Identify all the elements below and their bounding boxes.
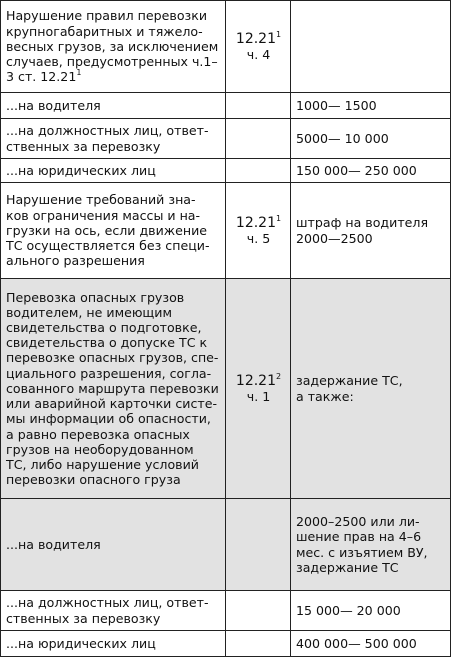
violation-cell: ...на водителя [1, 93, 226, 119]
article-number: 12.21 [235, 214, 276, 231]
article-cell [226, 119, 291, 159]
violation-cell [1, 1, 226, 93]
table-row [1, 279, 451, 499]
article-part: ч. 1 [246, 389, 271, 404]
violation-text: Нарушение правил перевозки крупногабаритных и тяжело-весных грузов, за исключением случаев, предусмотренных ч.1–3 ст. 12.21 [6, 8, 219, 85]
violation-cell: ...на юридических лиц [1, 631, 226, 657]
table-row [1, 591, 451, 631]
penalty-cell: 150 000— 250 000 [291, 159, 451, 183]
table-row [1, 1, 451, 93]
table-row [1, 93, 451, 119]
article-cell [226, 591, 291, 631]
article-cell [226, 279, 291, 499]
penalty-cell: штраф на водителя 2000—2500 [291, 183, 451, 279]
penalty-cell: 5000— 10 000 [291, 119, 451, 159]
article-superscript: 1 [276, 29, 282, 39]
violation-cell: Нарушение требований зна- ков ограничения массы и на- грузки на ось, если движение ТС осуществляется без специ- ального разрешения [1, 183, 226, 279]
violation-cell: ...на должностных лиц, ответ- ственных за перевозку [1, 591, 226, 631]
article-part: ч. 4 [246, 47, 271, 62]
penalty-cell: задержание ТС, а также: [291, 279, 451, 499]
violation-superscript: 1 [76, 68, 82, 78]
table-row [1, 159, 451, 183]
article-cell [226, 93, 291, 119]
violation-cell: Перевозка опасных грузов водителем, не имеющим свидетельства о подготовке, свидетельства о допуске ТС к перевозке опасных грузов, спе- циального разрешения, согла- сованного маршрута перевозки или аварийной карточки систе- мы информации об опасности, а равно перевозка опасных грузов на необорудованном ТС, либо нарушение условий перевозки опасного груза [1, 279, 226, 499]
article-superscript: 1 [276, 213, 282, 223]
article-cell [226, 499, 291, 591]
article-cell [226, 631, 291, 657]
violation-cell: ...на юридических лиц [1, 159, 226, 183]
article-part: ч. 5 [246, 231, 271, 246]
violation-cell: ...на должностных лиц, ответ- ственных за перевозку [1, 119, 226, 159]
table-row [1, 119, 451, 159]
penalty-cell [291, 1, 451, 93]
penalty-cell: 2000–2500 или ли- шение прав на 4–6 мес. с изъятием ВУ, задержание ТС [291, 499, 451, 591]
penalty-cell: 15 000— 20 000 [291, 591, 451, 631]
penalty-cell: 1000— 1500 [291, 93, 451, 119]
article-cell [226, 159, 291, 183]
article-number: 12.21 [235, 372, 276, 389]
article-superscript: 2 [276, 371, 282, 381]
table-row [1, 631, 451, 657]
table-row [1, 183, 451, 279]
article-cell [226, 1, 291, 93]
penalty-cell: 400 000— 500 000 [291, 631, 451, 657]
article-cell [226, 183, 291, 279]
table-row [1, 499, 451, 591]
article-number: 12.21 [235, 30, 276, 47]
violation-cell: ...на водителя [1, 499, 226, 591]
